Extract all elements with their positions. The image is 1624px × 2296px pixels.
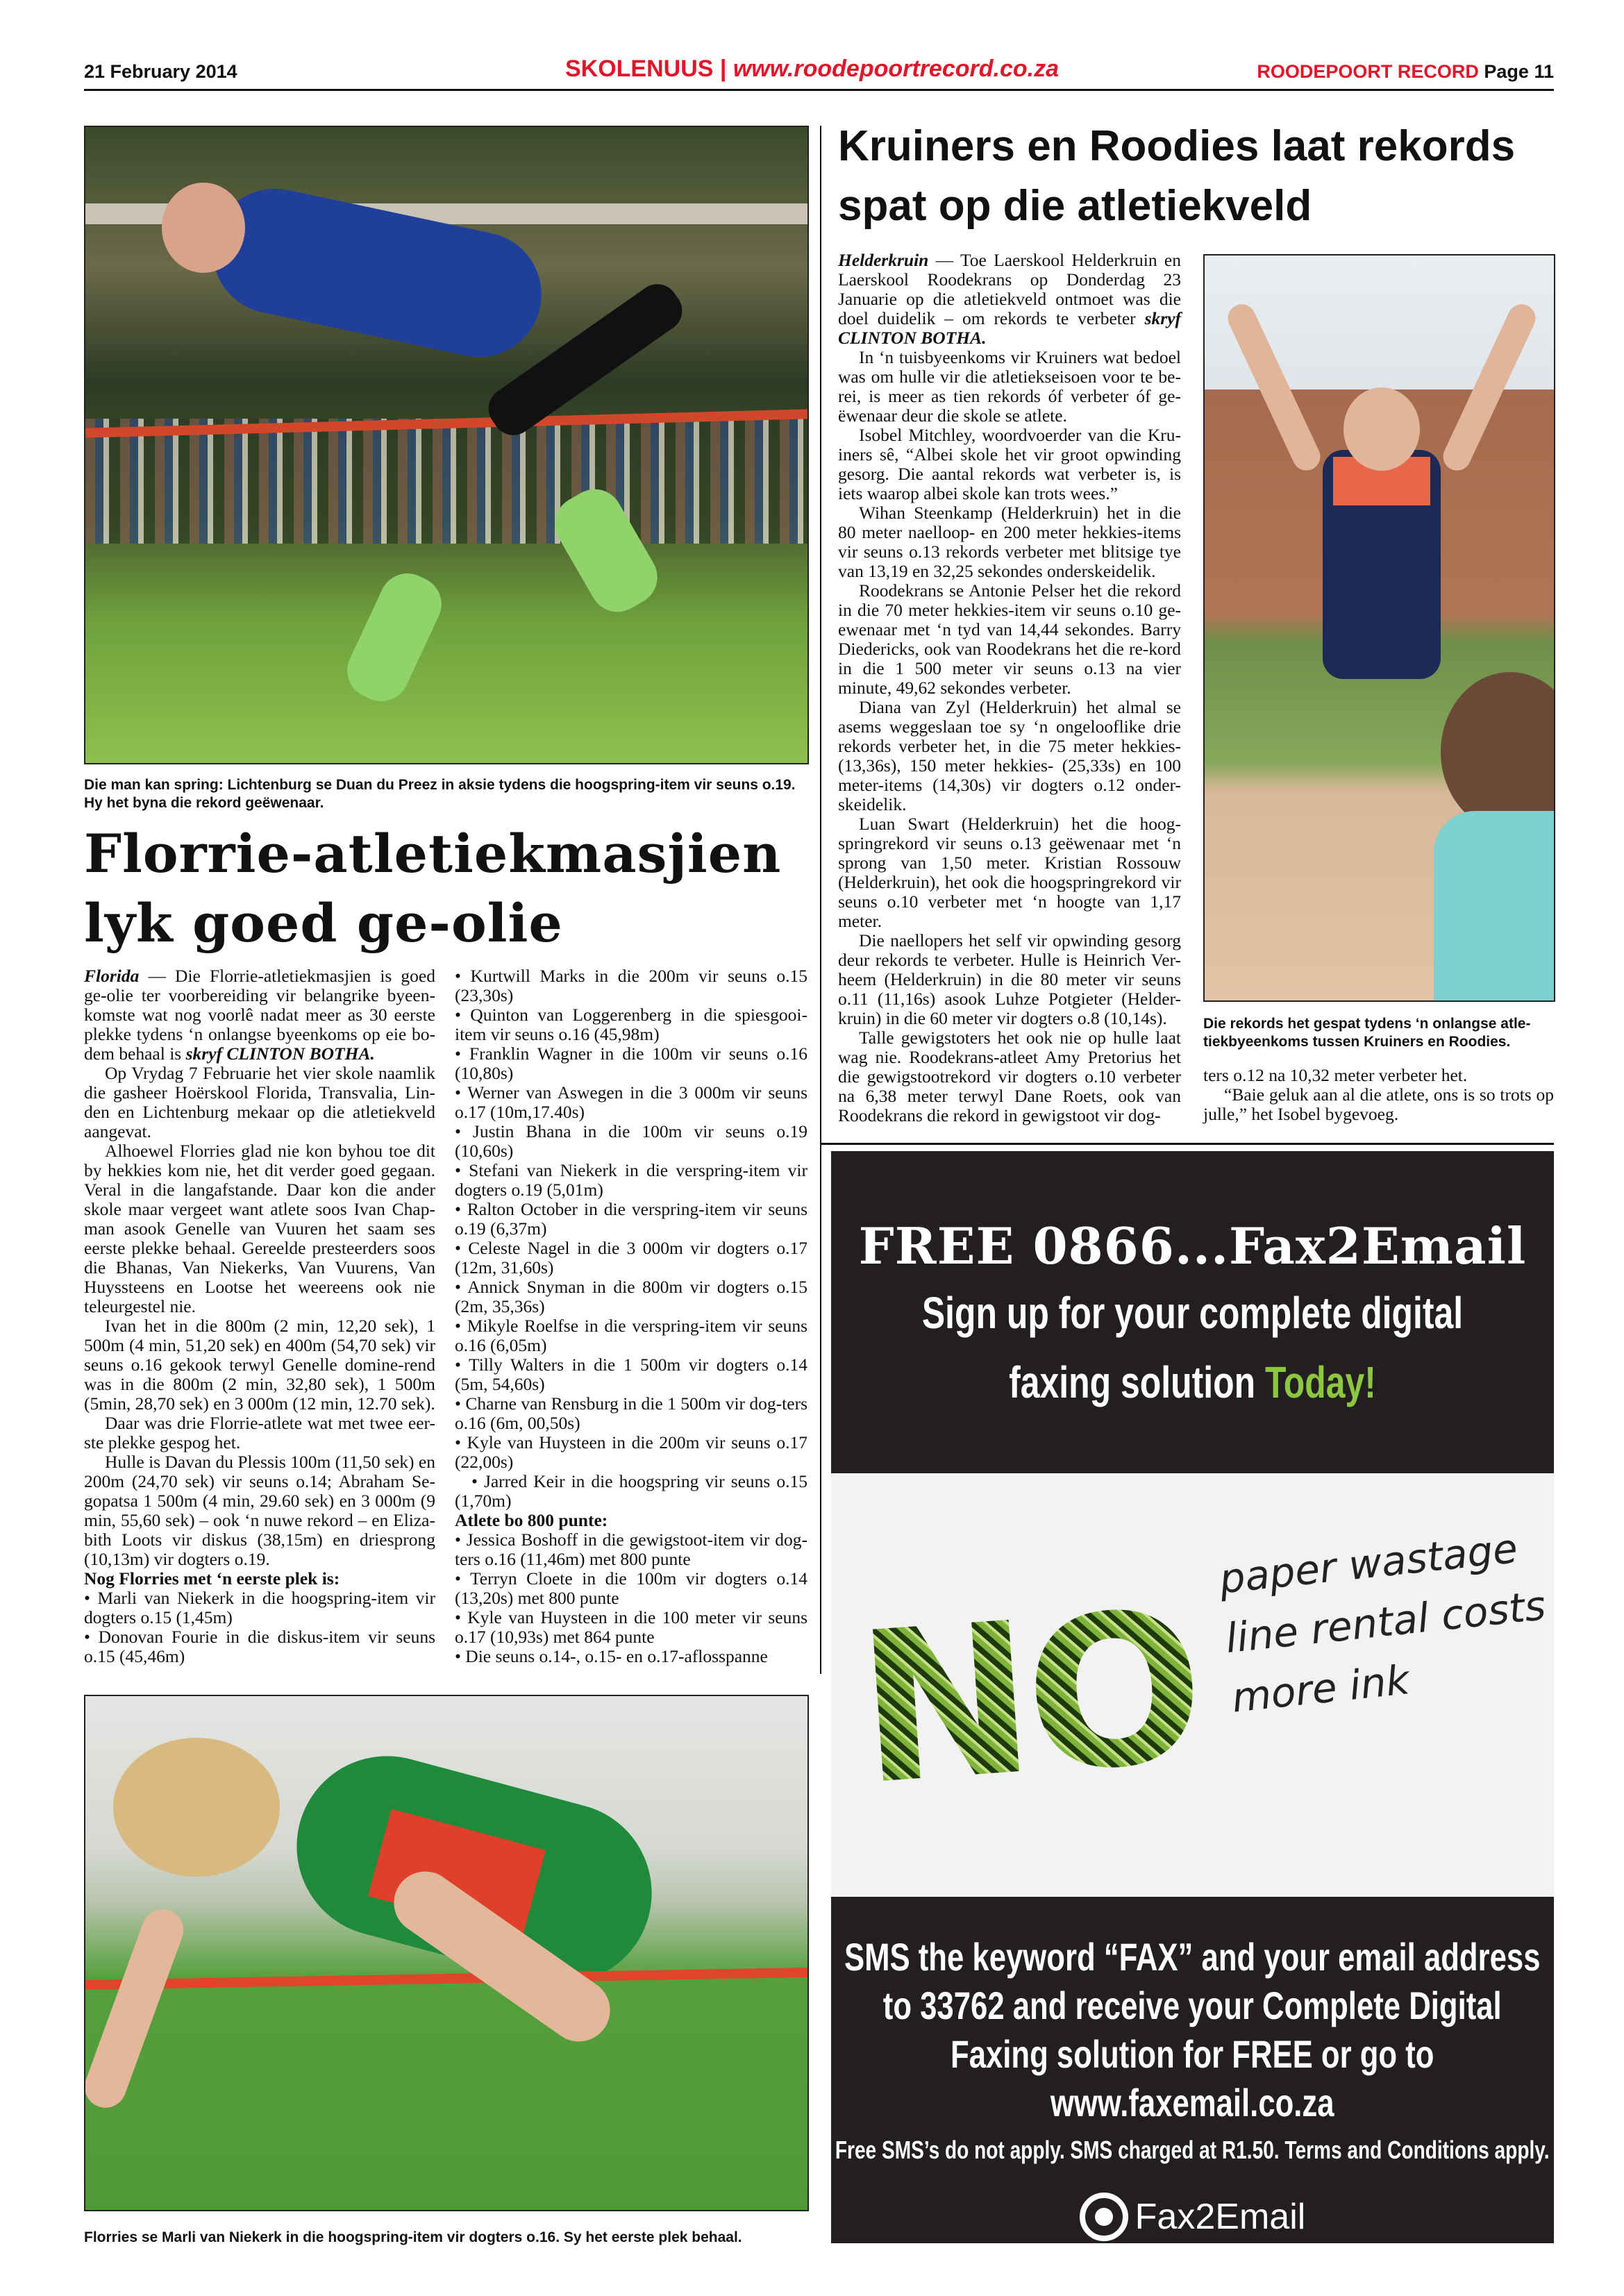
page-number: Page 11 [1478,61,1554,82]
high-jump-girl-photo [84,1695,809,2211]
right-article-headline: Kruiners en Roodies laat rekords spat op die atletiekveld [838,122,1516,230]
ad-sms-instructions: SMS the keyword “FAX” and your email address to 33762 and receive your Complete Digital Faxing solution for FREE or go to www.faxemail.co.za [844,1935,1541,2125]
list-item: • Kyle van Huysteen in die 200m vir seuns o.17 (22,00s) [455,1432,807,1472]
paragraph: In ‘n tuisbyeenkoms vir Kruiners wat bedoel was om hulle vir die atletiekseisoen voor te be-rei, is meer as tien rekords óf verbeter óf ge-ëwenaar deur die skole se atlete. [838,347,1181,426]
paragraph: Roodekrans se Antonie Pelser het die rekord in die 70 meter hekkies-item vir seuns o.10 ge-ewenaar met ‘n tyd van 14,44 sekondes. Barry Diedericks, ook van Roodekrans het die re-kord in die 1 500 meter vir seuns o.13 na vier minute, 49,62 sekondes verbeter. [838,580,1181,698]
list-item: • Donovan Fourie in die diskus-item vir seuns o.15 (45,46m) [84,1627,435,1666]
ad-today: Today! [1264,1357,1376,1407]
paragraph: Die naellopers het self vir opwinding gesorg deur rekords te verbeter. Hulle is Heinrich Ver-heem (Helderkruin) in die 80 meter vir seuns o.11 (11,16s) asook Luhze Potgieter (Helder-kruin) in die 60 meter vir dogters o.8 (10,14s). [838,930,1181,1028]
list-item: • Franklin Wagner in die 100m vir seuns o.16 (10,80s) [455,1044,807,1083]
ad-no-panel [831,1473,1554,1897]
subheading: Nog Florries met ‘n eerste plek is: [84,1568,340,1589]
photo-caption-bottom: Florries se Marli van Niekerk in die hoogspring-item vir dogters o.16. Sy het eerste plek behaal. [84,2229,742,2245]
list-item: • Ralton October in die verspring-item vir seuns o.19 (6,37m) [455,1199,807,1239]
no-item: paper wastage [1216,1524,1520,1603]
right-article-continuation [1203,1066,1554,1124]
header-rule [84,89,1554,91]
list-item: • Annick Snyman in die 800m vir dogters o.15 (2m, 35,36s) [455,1277,807,1316]
left-article-headline [84,819,820,958]
fax2email-logo-icon [1080,2193,1128,2241]
paragraph: Isobel Mitchley, woordvoerder van die Kru-iners sê, “Albei skole het vir groot opwinding gesorg. Die aantal rekords wat verbeter is, is iets waarop albei skole kan trots wees.” [838,425,1181,503]
column-divider [820,126,821,1674]
ad-headline: FREE 0866...Fax2Email [858,1216,1527,1275]
paragraph: Op Vrydag 7 Februarie het vier skole naamlik die gasheer Hoërskool Florida, Transvalia, Lin-den en Lichtenburg mekaar op die atletiekveld aangevat. [84,1063,435,1141]
list-item: • Stefani van Niekerk in die verspring-item vir dogters o.19 (5,01m) [455,1160,807,1200]
logo-text: Fax2Email [1135,2197,1306,2237]
list-item: • Mikyle Roelfse in die verspring-item vir seuns o.16 (6,05m) [455,1316,807,1355]
ad-fine-print: Free SMS’s do not apply. SMS charged at R1.50. Terms and Conditions apply. [835,2136,1550,2164]
list-item: • Jarred Keir in die hoogspring vir seuns o.15 (1,70m) [455,1471,807,1511]
byline: skryf CLINTON BOTHA. [838,308,1181,348]
page-label [1257,61,1554,83]
ad-tagline: Sign up for your complete digital [921,1288,1464,1338]
paragraph: Luan Swart (Helderkruin) het die hoog-springrekord vir seuns o.13 geëwenaar met ‘n sprong van 1,50 meter. Kristian Rossouw (Helderkruin), het ook die hoogspringrekord vir seuns o.10 verbeter met ‘n hoogte van 1,17 meter. [838,814,1181,931]
no-list [1216,1516,1555,1728]
list-item: • Quinton van Loggerenberg in die spiesgooi-item vir seuns o.16 (45,98m) [455,1005,807,1044]
high-jump-boy-photo [84,126,809,764]
right-article-column [838,251,1181,1125]
dateline: Florida [84,966,140,986]
paragraph: Hulle is Davan du Plessis 100m (11,50 sek) en 200m (24,70 sek) vir seuns o.14; Abraham Se-gopatsa 1 500m (4 min, 29.60 sek) en 3 000m (9 min, 55,60 sek) – ook ‘n nuwe rekord – en Eliza-bith Loots vir diskus (38,15m) en driesprong (10,13m) vir dogters o.19. [84,1452,435,1569]
list-item: • Kyle van Huysteen in die 100 meter vir seuns o.17 (10,93s) met 864 punte [455,1607,807,1647]
paragraph: Diana van Zyl (Helderkruin) het almal se asems weggeslaan toe sy ‘n ongelooflike drie rekords verbeter het, in die 75 meter hekkies- (13,36s), 150 meter hekkies- (25,33s) en 100 meter-items (14,30s) vir dogters o.12 onder-skeidelik. [838,697,1181,814]
separator: | [713,56,733,82]
lead-paragraph [838,251,1181,348]
list-item: • Justin Bhana in die 100m vir seuns o.19 (10,60s) [455,1121,807,1161]
list-item: • Marli van Niekerk in die hoogspring-item vir dogters o.15 (1,45m) [84,1588,435,1627]
issue-date: 21 February 2014 [84,61,237,82]
paragraph: Daar was drie Florrie-atlete wat met twee eer-ste plekke gespog het. [84,1413,435,1452]
paragraph: Talle gewigstoters het ook nie op hulle laat wag nie. Roodekrans-atleet Amy Pretorius het die gewigstootrekord vir dogters o.10 verbeter na 6,38 meter terwyl Dane Roets, ook van Roodekrans die rekord in gewigstoot vir dog- [838,1028,1181,1125]
list-item: • Charne van Rensburg in die 1 500m vir dog-ters o.16 (6m, 00,50s) [455,1393,807,1433]
lead-text: — Die Florrie-atletiekmasjien is goed ge-olie ter voorbereiding vir belangrike byeen-komste wat nog voorlê nadat meer as 30 eerste plekke tydens ‘n onlangse byeenkoms op eie bo-dem behaal is [84,966,435,1064]
lead-text: — Toe Laerskool Helderkruin en Laerskool Roodekrans op Donderdag 23 Januarie op die atletiekveld ontmoet was die doel duidelik – om rekords te verbeter [838,250,1181,328]
paragraph: “Baie geluk aan al die atlete, ons is so trots op julle,” het Isobel bygevoeg. [1203,1084,1554,1124]
ad-bottom-panel [831,1897,1554,2243]
left-article-column-2 [455,966,807,1666]
paragraph: Wihan Steenkamp (Helderkruin) het in die 80 meter naelloop- en 200 meter hekkies-items vir seuns o.13 rekords verbeter met blitsige tye van 13,19 en 32,25 sekondes onderskeidelik. [838,503,1181,581]
headline-line: Florrie-atletiekmasjien [84,823,782,885]
list-item: • Jessica Boshoff in die gewigstoot-item vir dog-ters o.16 (11,46m) met 800 punte [455,1530,807,1569]
photo-caption-top-left: Die man kan spring: Lichtenburg se Duan du Preez in aksie tydens die hoogspring-item vir seuns o.19. Hy het byna die rekord geëwenaar. [84,777,796,811]
lead-paragraph [84,966,435,1064]
headline-line: lyk goed ge-olie [84,892,563,954]
section-rule [821,1143,1554,1145]
subheading: Atlete bo 800 punte: [455,1510,608,1530]
left-article-column-1 [84,966,435,1666]
list-item: • Werner van Aswegen in die 3 000m vir seuns o.17 (10m,17.40s) [455,1082,807,1122]
list-item: • Die seuns o.14-, o.15- en o.17-aflosspanne [455,1646,768,1666]
dateline: Helderkruin [838,250,929,270]
list-item: • Tilly Walters in die 1 500m vir dogters o.14 (5m, 54,60s) [455,1355,807,1394]
paragraph: Ivan het in die 800m (2 min, 12,20 sek), 1 500m (4 min, 51,20 sek) en 400m (54,70 sek) vir seuns o.16 gekook terwyl Genelle domine-rend was in die 800m (2 min, 32,80 sek), 1 500m (5min, 28,70 sek) en 3 000m (12 min, 12.70 sek). [84,1316,435,1414]
ad-top-panel [831,1151,1554,1473]
no-item: line rental costs [1223,1582,1548,1663]
byline: skryf CLINTON BOTHA. [185,1044,375,1064]
no-item: more ink [1229,1656,1412,1722]
fax2email-advertisement[interactable] [831,1151,1554,2243]
fax2email-logo [831,2193,1554,2241]
paragraph: Alhoewel Florries glad nie kon byhou toe dit by hekkies kom nie, het dit verder goed gegaan. Veral in die langafstande. Daar kon die ander skole maar vergeet want atlete soos Ivan Chap-man asook Genelle van Vuuren het saam ses eerste plekke behaal. Gereelde presteerders soos die Bhanas, Van Niekerks, Van Vuurens, Van Huyssteens en Lootse het weereens ook nie teleurgestel nie. [84,1141,435,1316]
photo-caption-right: Die rekords het gespat tydens ‘n onlangse atle-tiekbyeenkoms tussen Kruiners en Roodies. [1203,1016,1531,1050]
paragraph: ters o.12 na 10,32 meter verbeter het. [1203,1065,1468,1085]
list-item: • Terryn Cloete in die 100m vir dogters o.14 (13,20s) met 800 punte [455,1568,807,1608]
list-item: • Celeste Nagel in die 3 000m vir dogters o.17 (12m, 31,60s) [455,1238,807,1277]
no-grass-graphic: NO [851,1566,1205,1832]
website-link[interactable]: www.roodepoortrecord.co.za [733,56,1059,82]
section-name: SKOLENUUS [564,56,714,82]
list-item: • Kurtwill Marks in die 200m vir seuns o.15 (23,30s) [455,966,807,1005]
long-jump-girl-photo [1203,254,1555,1002]
ad-tagline-2 [911,1350,1475,1414]
ad-tagline-text: faxing solution [1009,1357,1265,1407]
publication-name: ROODEPOORT RECORD [1257,61,1479,82]
